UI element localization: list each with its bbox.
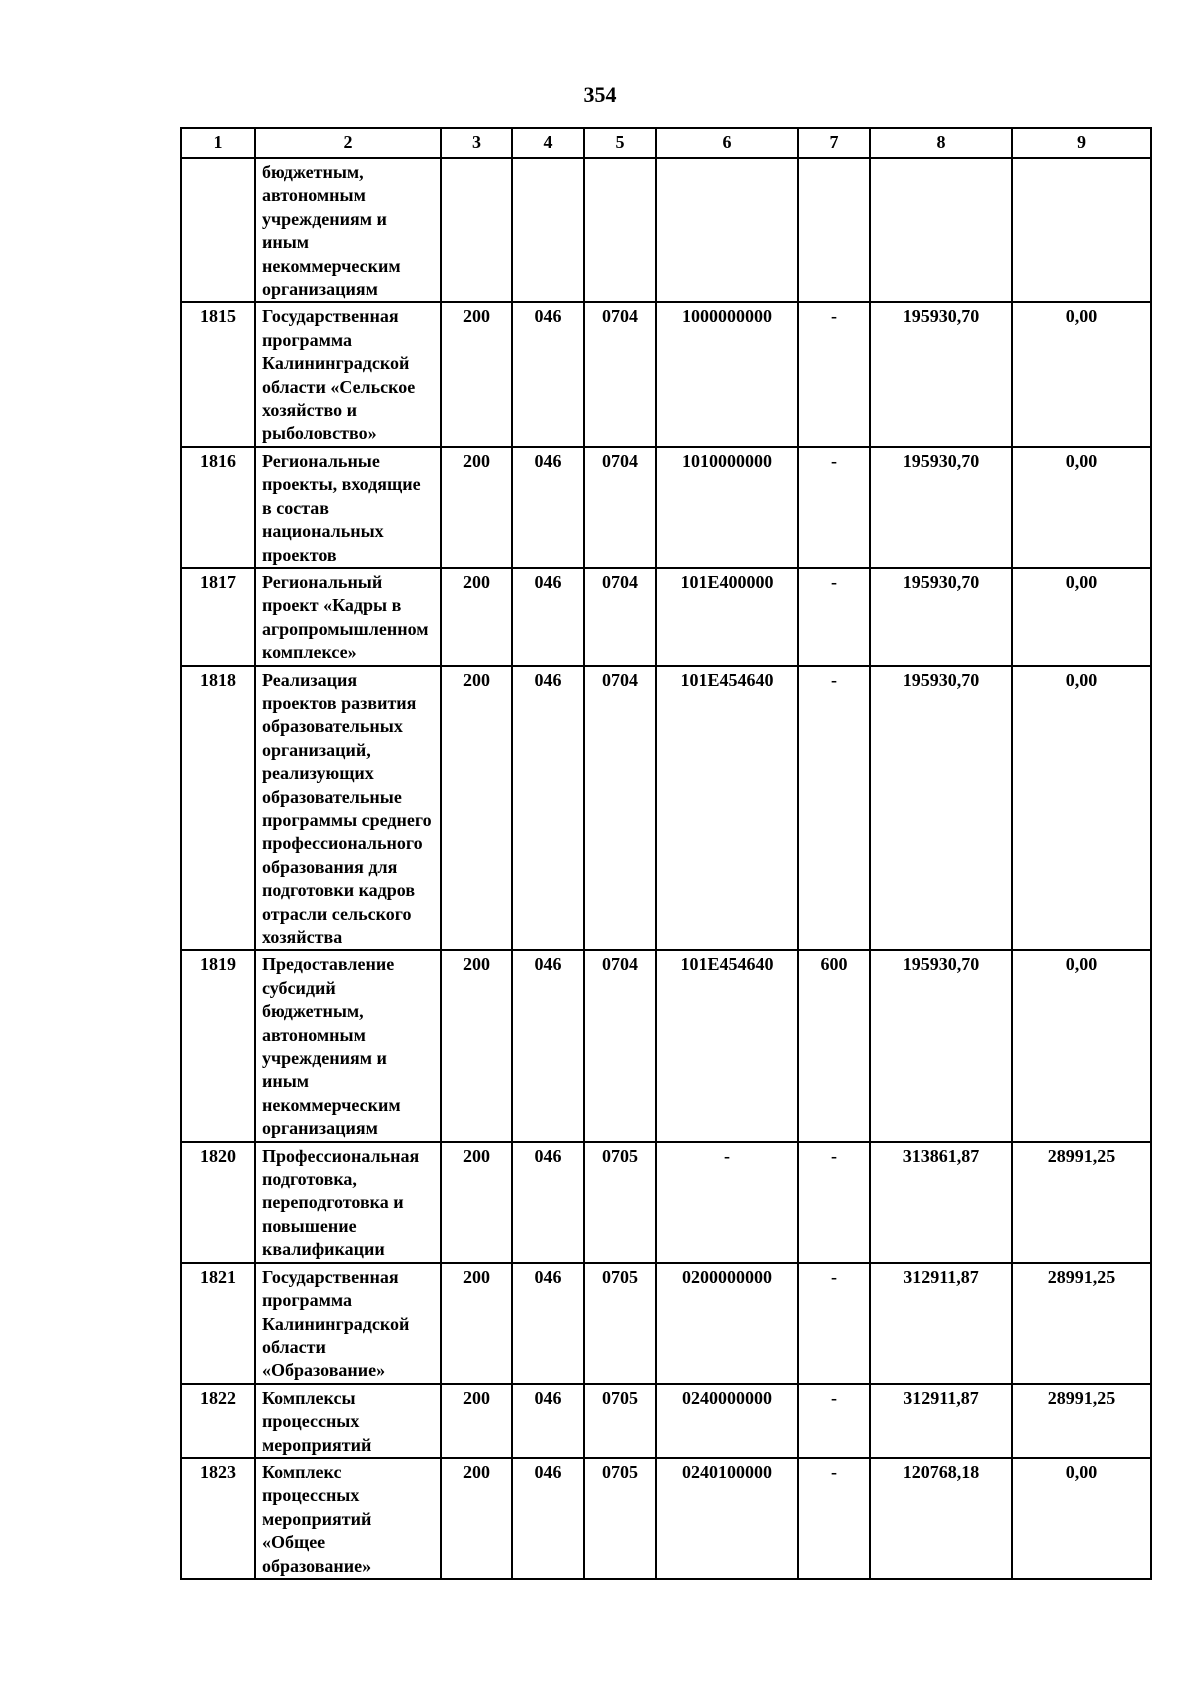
item-name-cell: бюджетным, автономным учреждениям и иным некоммерческим организациям xyxy=(255,158,441,302)
expense-type-cell: - xyxy=(798,1142,870,1263)
code-cell: 046 xyxy=(512,1458,584,1579)
code-cell: 200 xyxy=(441,447,512,568)
column-header: 7 xyxy=(798,128,870,158)
amount-cell: 313861,87 xyxy=(870,1142,1012,1263)
target-article-cell: 0240000000 xyxy=(656,1384,798,1458)
item-name-cell: Региональные проекты, входящие в состав национальных проектов xyxy=(255,447,441,568)
section-code-cell: 0705 xyxy=(584,1384,656,1458)
target-article-cell: - xyxy=(656,1142,798,1263)
amount-cell: 0,00 xyxy=(1012,1458,1151,1579)
amount-cell: 0,00 xyxy=(1012,447,1151,568)
expense-type-cell: 600 xyxy=(798,950,870,1141)
column-header: 1 xyxy=(181,128,255,158)
column-header: 9 xyxy=(1012,128,1151,158)
item-name-cell: Предоставление субсидий бюджетным, автономным учреждениям и иным некоммерческим организациям xyxy=(255,950,441,1141)
column-header: 4 xyxy=(512,128,584,158)
column-header: 3 xyxy=(441,128,512,158)
amount-cell: 28991,25 xyxy=(1012,1263,1151,1384)
page-number: 354 xyxy=(583,82,617,107)
table-body xyxy=(181,158,1151,1579)
target-article-cell: 101E400000 xyxy=(656,568,798,666)
code-cell: 046 xyxy=(512,1384,584,1458)
row-number-cell: 1819 xyxy=(181,950,255,1141)
code-cell: 046 xyxy=(512,1142,584,1263)
table-row xyxy=(181,1384,1151,1458)
section-code-cell: 0704 xyxy=(584,302,656,446)
code-cell: 046 xyxy=(512,447,584,568)
amount-cell: 195930,70 xyxy=(870,568,1012,666)
row-number-cell: 1820 xyxy=(181,1142,255,1263)
row-number-cell xyxy=(181,158,255,302)
amount-cell: 0,00 xyxy=(1012,302,1151,446)
item-name-cell: Государственная программа Калининградской области «Образование» xyxy=(255,1263,441,1384)
amount-cell: 0,00 xyxy=(1012,568,1151,666)
section-code-cell: 0704 xyxy=(584,568,656,666)
section-code-cell xyxy=(584,158,656,302)
row-number-cell: 1822 xyxy=(181,1384,255,1458)
item-name-cell: Комплексы процессных мероприятий xyxy=(255,1384,441,1458)
item-name-cell: Комплекс процессных мероприятий «Общее образование» xyxy=(255,1458,441,1579)
amount-cell: 195930,70 xyxy=(870,447,1012,568)
table-row xyxy=(181,447,1151,568)
amount-cell: 195930,70 xyxy=(870,950,1012,1141)
section-code-cell: 0704 xyxy=(584,447,656,568)
row-number-cell: 1818 xyxy=(181,666,255,951)
expense-type-cell: - xyxy=(798,1263,870,1384)
row-number-cell: 1817 xyxy=(181,568,255,666)
code-cell: 200 xyxy=(441,1263,512,1384)
code-cell: 200 xyxy=(441,568,512,666)
target-article-cell: 1000000000 xyxy=(656,302,798,446)
header-row xyxy=(181,128,1151,158)
table-row xyxy=(181,666,1151,951)
amount-cell xyxy=(1012,158,1151,302)
table-row xyxy=(181,158,1151,302)
amount-cell: 120768,18 xyxy=(870,1458,1012,1579)
code-cell: 200 xyxy=(441,1458,512,1579)
expense-type-cell xyxy=(798,158,870,302)
code-cell: 046 xyxy=(512,666,584,951)
expense-type-cell: - xyxy=(798,302,870,446)
expense-type-cell: - xyxy=(798,447,870,568)
section-code-cell: 0705 xyxy=(584,1263,656,1384)
item-name-cell: Профессиональная подготовка, переподготовка и повышение квалификации xyxy=(255,1142,441,1263)
code-cell: 046 xyxy=(512,302,584,446)
amount-cell: 0,00 xyxy=(1012,950,1151,1141)
table-row xyxy=(181,1142,1151,1263)
table-row xyxy=(181,568,1151,666)
code-cell: 200 xyxy=(441,666,512,951)
target-article-cell: 0200000000 xyxy=(656,1263,798,1384)
section-code-cell: 0704 xyxy=(584,666,656,951)
row-number-cell: 1821 xyxy=(181,1263,255,1384)
table-row xyxy=(181,302,1151,446)
section-code-cell: 0705 xyxy=(584,1458,656,1579)
amount-cell: 312911,87 xyxy=(870,1384,1012,1458)
code-cell: 200 xyxy=(441,1142,512,1263)
amount-cell: 312911,87 xyxy=(870,1263,1012,1384)
target-article-cell xyxy=(656,158,798,302)
target-article-cell: 1010000000 xyxy=(656,447,798,568)
table-row xyxy=(181,1263,1151,1384)
row-number-cell: 1823 xyxy=(181,1458,255,1579)
code-cell: 200 xyxy=(441,1384,512,1458)
section-code-cell: 0704 xyxy=(584,950,656,1141)
code-cell: 200 xyxy=(441,302,512,446)
target-article-cell: 101E454640 xyxy=(656,666,798,951)
budget-table xyxy=(180,127,1152,1580)
amount-cell: 28991,25 xyxy=(1012,1142,1151,1263)
expense-type-cell: - xyxy=(798,1458,870,1579)
column-header: 6 xyxy=(656,128,798,158)
target-article-cell: 101E454640 xyxy=(656,950,798,1141)
row-number-cell: 1815 xyxy=(181,302,255,446)
row-number-cell: 1816 xyxy=(181,447,255,568)
code-cell xyxy=(441,158,512,302)
item-name-cell: Региональный проект «Кадры в агропромышленном комплексе» xyxy=(255,568,441,666)
amount-cell: 0,00 xyxy=(1012,666,1151,951)
expense-type-cell: - xyxy=(798,568,870,666)
amount-cell: 195930,70 xyxy=(870,666,1012,951)
code-cell: 200 xyxy=(441,950,512,1141)
table-row xyxy=(181,950,1151,1141)
expense-type-cell: - xyxy=(798,666,870,951)
amount-cell xyxy=(870,158,1012,302)
code-cell: 046 xyxy=(512,568,584,666)
amount-cell: 195930,70 xyxy=(870,302,1012,446)
item-name-cell: Реализация проектов развития образовательных организаций, реализующих образовательные программы среднего профессионального образования для подготовки кадров отрасли сельского хозяйства xyxy=(255,666,441,951)
column-header: 2 xyxy=(255,128,441,158)
item-name-cell: Государственная программа Калининградской области «Сельское хозяйство и рыболовство» xyxy=(255,302,441,446)
table-row xyxy=(181,1458,1151,1579)
expense-type-cell: - xyxy=(798,1384,870,1458)
code-cell: 046 xyxy=(512,1263,584,1384)
code-cell: 046 xyxy=(512,950,584,1141)
section-code-cell: 0705 xyxy=(584,1142,656,1263)
target-article-cell: 0240100000 xyxy=(656,1458,798,1579)
amount-cell: 28991,25 xyxy=(1012,1384,1151,1458)
column-header: 8 xyxy=(870,128,1012,158)
column-header: 5 xyxy=(584,128,656,158)
code-cell xyxy=(512,158,584,302)
